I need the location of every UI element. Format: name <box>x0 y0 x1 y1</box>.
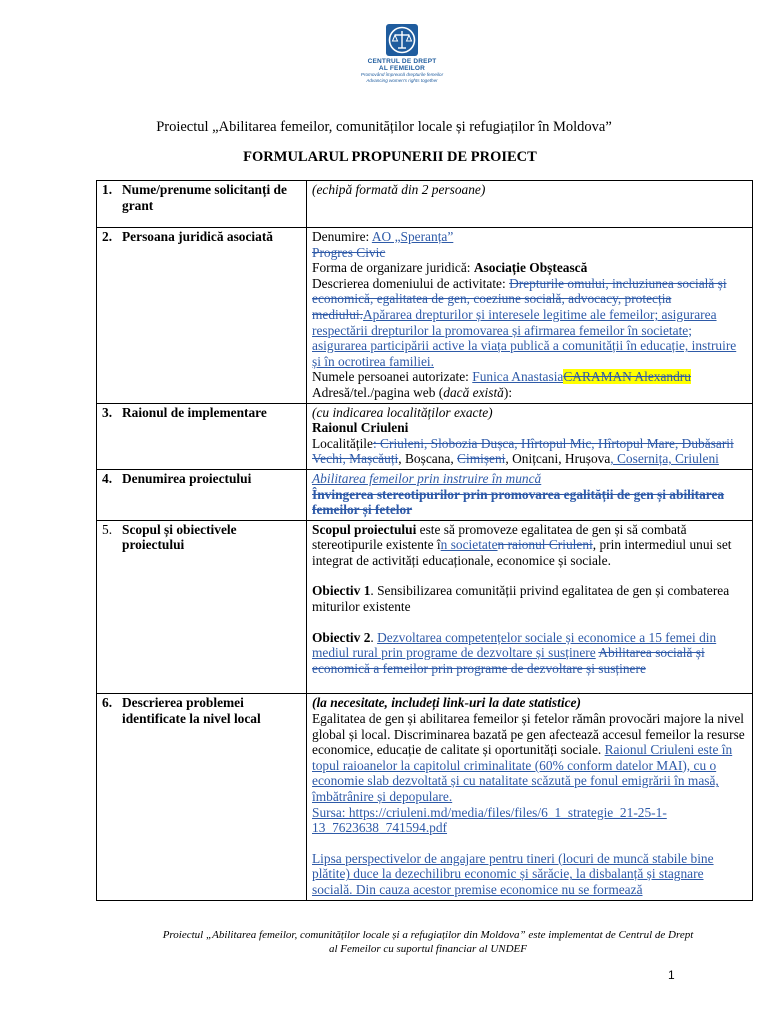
row-value-applicants[interactable]: (echipă formată din 2 persoane) <box>307 181 753 228</box>
form-title: FORMULARUL PROPUNERII DE PROIECT <box>243 149 537 165</box>
project-title: Proiectul „Abilitarea femeilor, comunităților locale și refugiaților în Moldova” <box>156 119 612 135</box>
row-value-district[interactable]: (cu indicarea localităților exacte) Raionul Criuleni Localitățile: Criuleni, Slobozia Dușca, Hîrtopul Mic, Hîrtopul Mare, Dubăsarii Vechi, Mașcăuți, Boșcana, Cimișeni, Onițcani, Hrușova, Cosernița, Criuleni <box>307 403 753 469</box>
row-value-problem[interactable]: (la necesitate, includeți link-uri la date statistice) Egalitatea de gen și abilitarea femeilor și fetelor rămân provocări majore la nivel global și local. Discriminarea bazată pe gen afectează accesul femeilor la resurse economice, educație de calitate și oportunități sociale. Raionul Criuleni este în topul raioanelor la capitolul criminalitate (60% conform datelor MAI), cu o economie slab dezvoltată și cu natalitate scăzută pe fonul emigrării în masă, îmbătrânire și depopulare. Sursa: https://criuleni.md/media/files/files/6_1_strategie_21-25-1-13_7623638_741594.pdf Lipsa perspectivelor de angajare pentru tineri (locuri de muncă stabile bine plătite) duce la dezechilibru economic și sărăcie, la disbalanță și stagnare socială. Din cauza acestor premise economice nu se formează <box>307 694 753 900</box>
row-value-project-name[interactable]: Abilitarea femeilor prin instruire în muncă Învingerea stereotipurilor prin promovarea egalității de gen și abilitarea femeilor și fetelor <box>307 469 753 520</box>
row-label-applicants: 1. Nume/prenume solicitanți de grant <box>97 181 307 228</box>
row-label-goals: 5. Scopul și obiectivele proiectului <box>97 520 307 694</box>
row-value-legal-entity[interactable]: Denumire: AO „Speranța” Progres Civic Forma de organizare juridică: Asociație Obștească Descrierea domeniului de activitate: Drepturile omului, incluziunea socială și economică, egalitatea de gen, coeziune socială, advocacy, protecția mediului.Apărarea drepturilor și interesele legitime ale femeilor; asigurarea respectării drepturilor la promovarea și afirmarea femeilor în societate; asigurarea participării active la viața publică a comunității în educație, instruire și în ocrotirea familiei. Numele persoanei autorizate: Funica AnastasiaCARAMAN Alexandru Adresă/tel./pagina web (dacă există): <box>307 228 753 404</box>
proposal-form-table <box>96 180 753 901</box>
row-value-goals[interactable]: Scopul proiectului este să promoveze egalitatea de gen și să combată stereotipurile existente în societaten raionul Criuleni, prin intermediul unui set integrat de activități educaționale, economice și sociale. Obiectiv 1. Sensibilizarea comunității privind egalitatea de gen și combaterea miturilor existente Obiectiv 2. Dezvoltarea competențelor sociale și economice a 15 femei din mediul rural prin programe de dezvoltare și susținere Abilitarea socială și economică a femeilor prin programe de dezvoltare și susținere <box>307 520 753 694</box>
table-row <box>97 181 753 228</box>
logo-tagline-en: Advancing women's rights together <box>366 77 438 83</box>
organization-logo <box>352 22 452 100</box>
table-row <box>97 403 753 469</box>
logo-line-2: AL FEMEILOR <box>378 65 426 72</box>
footer-line-1: Proiectul „Abilitarea femeilor, comunităților locale și a refugiaților din Moldova” este implementat de Centrul de Drept <box>162 929 694 941</box>
row-label-project-name: 4. Denumirea proiectului <box>97 469 307 520</box>
row-label-legal-entity: 2. Persoana juridică asociată <box>97 228 307 404</box>
page-number: 1 <box>668 968 675 982</box>
logo-line-1: CENTRUL DE DREPT <box>367 58 437 65</box>
row-label-problem: 6. Descrierea problemei identificate la nivel local <box>97 694 307 900</box>
page-footer <box>96 928 760 956</box>
logo-tagline-ro: Promovând împreună drepturile femeilor <box>360 72 444 77</box>
table-row <box>97 228 753 404</box>
table-row <box>97 694 753 900</box>
table-row <box>97 469 753 520</box>
footer-line-2: al Femeilor cu suportul financiar al UNDEF <box>329 943 527 955</box>
table-row <box>97 520 753 694</box>
row-label-district: 3. Raionul de implementare <box>97 403 307 469</box>
scales-of-justice-icon <box>384 22 420 58</box>
